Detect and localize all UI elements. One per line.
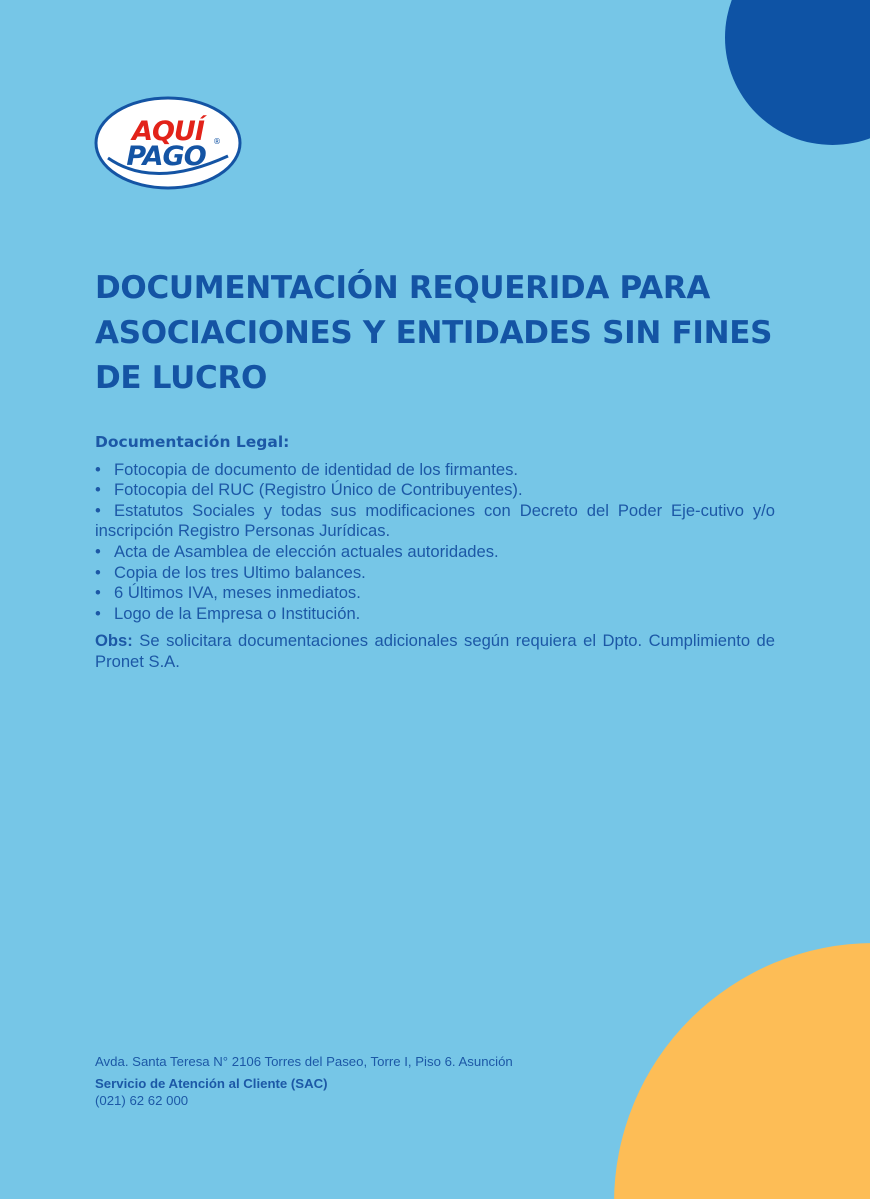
list-item: • Fotocopia de documento de identidad de los firmantes. bbox=[95, 459, 519, 479]
observation-note bbox=[95, 631, 775, 672]
logo-text-pago: PAGO bbox=[126, 141, 206, 172]
list-item: • Fotocopia del RUC (Registro Único de Contribuyentes). bbox=[95, 480, 523, 500]
footer-address: Avda. Santa Teresa N° 2106 Torres del Paseo, Torre I, Piso 6. Asunción bbox=[95, 1054, 513, 1069]
list-item: • Acta de Asamblea de elección actuales autoridades. bbox=[95, 541, 499, 561]
requirements-list bbox=[95, 460, 775, 625]
obs-text: Se solicitara documentaciones adicionales según requiera el Dpto. Cumplimiento de Pronet S.A. bbox=[95, 631, 775, 671]
decorative-circle-top bbox=[725, 0, 870, 145]
footer bbox=[95, 1053, 615, 1109]
list-item: • Copia de los tres Ultimo balances. bbox=[95, 562, 366, 582]
logo-registered: ® bbox=[213, 137, 221, 146]
footer-sac-phone: (021) 62 62 000 bbox=[95, 1093, 189, 1108]
requirements-section bbox=[95, 432, 775, 673]
list-item: • Estatutos Sociales y todas sus modificaciones con Decreto del Poder Eje-cutivo y/o inscripción Registro Personas Jurídicas. bbox=[95, 500, 775, 541]
list-item: • 6 Últimos IVA, meses inmediatos. bbox=[95, 583, 361, 603]
aqui-pago-logo bbox=[94, 96, 242, 190]
section-heading: Documentación Legal: bbox=[95, 433, 290, 451]
footer-sac-label: Servicio de Atención al Cliente (SAC) bbox=[95, 1076, 328, 1091]
obs-label: Obs: bbox=[95, 631, 133, 651]
decorative-circle-bottom bbox=[614, 943, 870, 1199]
logo-text-aqui: AQUÍ bbox=[132, 116, 204, 147]
page-title: DOCUMENTACIÓN REQUERIDA PARA ASOCIACIONES Y ENTIDADES SIN FINES DE LUCRO bbox=[95, 270, 773, 396]
list-item: • Logo de la Empresa o Institución. bbox=[95, 603, 361, 623]
